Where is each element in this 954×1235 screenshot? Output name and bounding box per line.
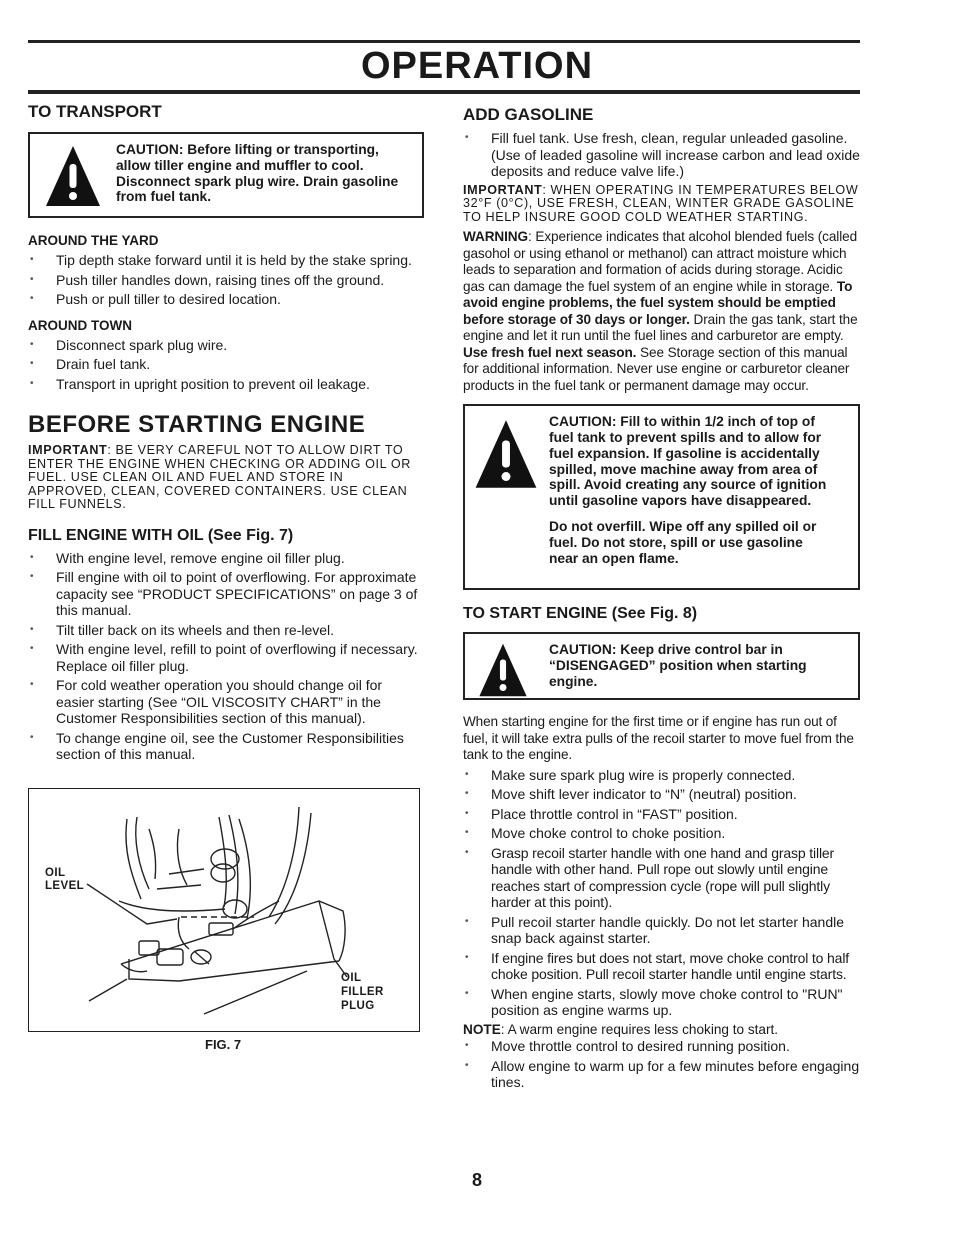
start-engine-note bbox=[463, 1022, 860, 1039]
note-label: NOTE bbox=[463, 1021, 501, 1037]
note-text: : A warm engine requires less choking to start. bbox=[500, 1021, 779, 1037]
left-column bbox=[28, 102, 424, 763]
warning-text: See Storage section of this manual for additional information. Never use engine or carburetor cleaner products in the fuel tank or permanent damage may occur. bbox=[463, 344, 850, 393]
fill-oil-heading: FILL ENGINE WITH OIL (See Fig. 7) bbox=[28, 526, 294, 544]
list-item: • Fill engine with oil to point of overflowing. For approximate capacity see “PRODUCT SPECIFICATIONS” on page 3 of this manual. bbox=[28, 569, 424, 619]
gasoline-important bbox=[463, 184, 860, 225]
warning-bold: Use fresh fuel next season. bbox=[463, 344, 637, 360]
important-text: : WHEN OPERATING IN TEMPERATURES BELOW 32°F (0°C), USE FRESH, CLEAN, WINTER GRADE GASOLINE TO HELP INSURE GOOD COLD WEATHER STARTING. bbox=[463, 182, 859, 224]
warning-text: : Experience indicates that alcohol blended fuels (called gasohol or using ethanol or methanol) can attract moisture which leads to separation and formation of acids during storage. Acidic gas can damage the fuel system of an engine while in storage. bbox=[463, 229, 858, 294]
before-starting-heading: BEFORE STARTING ENGINE bbox=[28, 411, 366, 438]
list-item: • Allow engine to warm up for a few minutes before engaging tines. bbox=[463, 1058, 860, 1091]
list-item: • With engine level, remove engine oil filler plug. bbox=[28, 550, 424, 567]
gasoline-caution-box bbox=[463, 404, 860, 590]
start-engine-heading: TO START ENGINE (See Fig. 8) bbox=[463, 605, 698, 623]
list-item: • Tip depth stake forward until it is held by the stake spring. bbox=[28, 252, 424, 269]
start-caution-text: CAUTION: Keep drive control bar in “DISENGAGED” position when starting engine. bbox=[549, 642, 807, 689]
list-item: • With engine level, refill to point of overflowing if necessary. Replace oil filler plug. bbox=[28, 641, 424, 674]
start-engine-intro: When starting engine for the first time or if engine has run out of fuel, it will take extra pulls of the recoil starter to move fuel from the tank to the engine. bbox=[463, 714, 854, 763]
transport-heading: TO TRANSPORT bbox=[28, 102, 162, 121]
list-item: • Grasp recoil starter handle with one hand and grasp tiller handle with other hand. Pull rope out slowly until engine reaches start of compression cycle (rope will pull slightly harder at this point). bbox=[463, 845, 860, 911]
list-item: • If engine fires but does not start, move choke control to half choke position. Pull recoil starter handle until engine starts. bbox=[463, 950, 860, 983]
oil-filler-label-2: FILLER bbox=[341, 986, 384, 998]
warning-bold: To avoid engine problems, the fuel system should be emptied before storage of 30 days or longer. bbox=[463, 278, 853, 327]
right-column bbox=[463, 102, 860, 1091]
list-item: • Push or pull tiller to desired location. bbox=[28, 291, 424, 308]
list-item: • Move shift lever indicator to “N” (neutral) position. bbox=[463, 786, 860, 803]
list-item: • Place throttle control in “FAST” position. bbox=[463, 806, 860, 823]
add-gasoline-heading: ADD GASOLINE bbox=[463, 105, 594, 124]
oil-level-label-2: LEVEL bbox=[45, 880, 85, 892]
around-yard-heading: AROUND THE YARD bbox=[28, 233, 159, 248]
around-town-list bbox=[28, 337, 424, 393]
around-town-heading: AROUND TOWN bbox=[28, 317, 132, 333]
list-item: • Tilt tiller back on its wheels and then re-level. bbox=[28, 622, 424, 639]
warning-label: WARNING bbox=[463, 229, 528, 245]
warning-icon bbox=[477, 642, 529, 698]
list-item: • Fill fuel tank. Use fresh, clean, regular unleaded gasoline. (Use of leaded gasoline will increase carbon and lead oxide deposits and reduce valve life.) bbox=[463, 130, 860, 180]
page-number: 8 bbox=[471, 1170, 482, 1190]
transport-caution-box bbox=[28, 132, 424, 218]
list-item: • Push tiller handles down, raising tines off the ground. bbox=[28, 272, 424, 289]
warning-icon bbox=[44, 144, 102, 208]
list-item: • Move throttle control to desired running position. bbox=[463, 1038, 860, 1055]
important-label: IMPORTANT bbox=[28, 443, 108, 457]
figure-7-caption: FIG. 7 bbox=[205, 1037, 242, 1052]
start-caution-box bbox=[463, 632, 860, 700]
list-item: • Move choke control to choke position. bbox=[463, 825, 860, 842]
list-item: • Pull recoil starter handle quickly. Do not let starter handle snap back against starter. bbox=[463, 914, 860, 947]
important-label: IMPORTANT bbox=[463, 182, 543, 197]
fill-oil-list bbox=[28, 550, 424, 763]
start-engine-list-after bbox=[463, 1038, 860, 1091]
list-item: • For cold weather operation you should change oil for easier starting (See “OIL VISCOSITY CHART” in the Customer Responsibilities section of this manual). bbox=[28, 677, 424, 727]
before-starting-important bbox=[28, 444, 424, 512]
list-item: • Disconnect spark plug wire. bbox=[28, 337, 424, 354]
list-item: • Drain fuel tank. bbox=[28, 356, 424, 373]
figure-7-frame bbox=[28, 788, 420, 1032]
list-item: • To change engine oil, see the Customer Responsibilities section of this manual. bbox=[28, 730, 424, 763]
title-rule bbox=[28, 90, 860, 94]
add-gasoline-list bbox=[463, 130, 860, 180]
top-rule bbox=[28, 40, 860, 43]
list-item: • When engine starts, slowly move choke control to "RUN" position as engine warms up. bbox=[463, 986, 860, 1019]
oil-level-label-1: OIL bbox=[45, 867, 66, 879]
warning-icon bbox=[473, 418, 539, 490]
gasoline-warning bbox=[463, 229, 860, 394]
page-title: OPERATION bbox=[360, 45, 594, 87]
oil-filler-label-1: OIL bbox=[341, 972, 362, 984]
gasoline-caution-text-1: CAUTION: Fill to within 1/2 inch of top of fuel tank to prevent spills and to allow for fuel expansion. If gasoline is accidentally spilled, move machine away from area of spill. Avoid creating any source of ignition until gasoline vapors have disappeared. bbox=[549, 414, 827, 509]
list-item: • Transport in upright position to prevent oil leakage. bbox=[28, 376, 424, 393]
transport-caution-text: CAUTION: Before lifting or transporting, allow tiller engine and muffler to cool. Disconnect spark plug wire. Drain gasoline from fuel tank. bbox=[116, 142, 399, 205]
warning-text: Drain the gas tank, start the engine and let it run until the fuel lines and carburetor are empty. bbox=[463, 311, 858, 344]
gasoline-caution-text-2: Do not overfill. Wipe off any spilled oil or fuel. Do not store, spill or use gasoline near an open flame. bbox=[549, 519, 817, 566]
oil-filler-label-3: PLUG bbox=[341, 1000, 375, 1012]
start-engine-list bbox=[463, 767, 860, 1019]
around-yard-list bbox=[28, 252, 424, 308]
list-item: • Make sure spark plug wire is properly connected. bbox=[463, 767, 860, 784]
important-text: : BE VERY CAREFUL NOT TO ALLOW DIRT TO ENTER THE ENGINE WHEN CHECKING OR ADDING OIL OR FUEL. USE CLEAN OIL AND FUEL AND STORE IN APPROVED, CLEAN, COVERED CONTAINERS. USE CLEAN FILL FUNNELS. bbox=[28, 443, 411, 512]
